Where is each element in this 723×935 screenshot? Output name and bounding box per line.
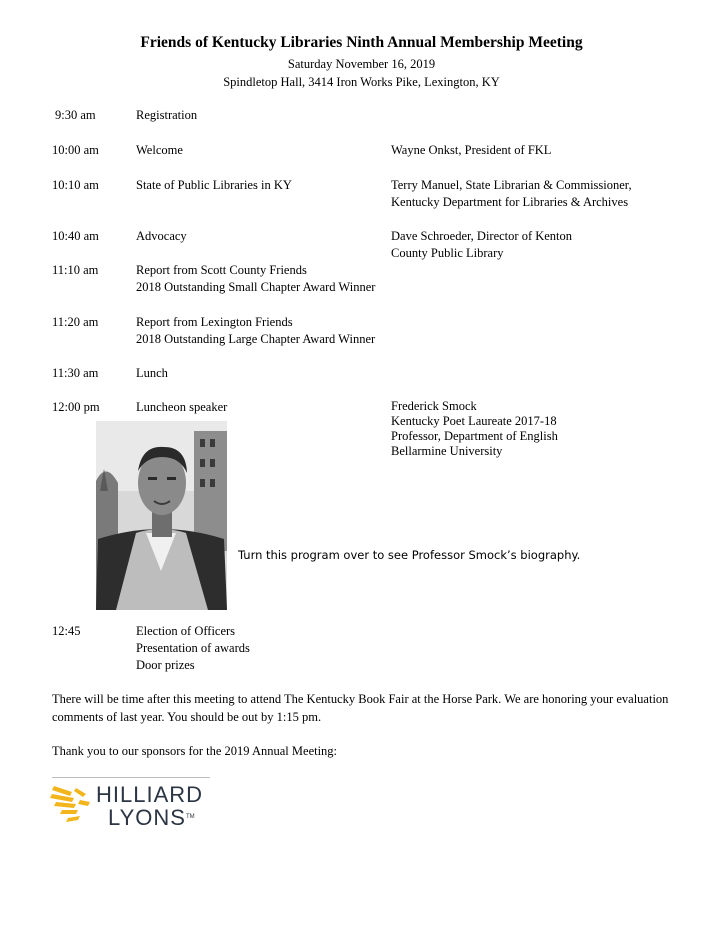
agenda-item: Election of Officers	[136, 624, 236, 638]
agenda-speaker: Dave Schroeder, Director of Kenton	[391, 229, 573, 243]
logo-line1: HILLIARD	[96, 782, 204, 807]
logo-mark-icon	[50, 786, 90, 822]
agenda-item: Door prizes	[136, 658, 195, 672]
agenda-time: 10:40 am	[52, 229, 99, 243]
agenda-speaker: Professor, Department of English	[391, 429, 558, 443]
agenda-item: Advocacy	[136, 229, 187, 243]
agenda-time: 11:10 am	[52, 263, 99, 277]
divider	[52, 777, 210, 778]
closing-paragraph: There will be time after this meeting to attend The Kentucky Book Fair at the Horse Park. We are honoring your evaluation comments of last year. You should be out by 1:15 pm.	[52, 692, 669, 724]
agenda-item: Lunch	[136, 366, 168, 380]
logo-trademark: TM	[186, 814, 195, 820]
agenda-speaker: Terry Manuel, State Librarian & Commissioner,	[391, 178, 632, 192]
agenda-item: Presentation of awards	[136, 641, 250, 655]
biography-note: Turn this program over to see Professor Smock’s biography.	[238, 548, 581, 562]
sponsor-thanks: Thank you to our sponsors for the 2019 Annual Meeting:	[52, 744, 338, 758]
agenda-speaker: Wayne Onkst, President of FKL	[391, 143, 552, 157]
agenda-item: Report from Scott County Friends	[136, 263, 307, 277]
agenda-item: 2018 Outstanding Small Chapter Award Winner	[136, 280, 376, 294]
agenda-item: Registration	[136, 108, 198, 122]
meeting-date: Saturday November 16, 2019	[287, 57, 436, 71]
agenda-speaker: County Public Library	[391, 246, 504, 260]
agenda-speaker: Kentucky Poet Laureate 2017-18	[391, 414, 557, 428]
agenda-time: 12:45	[52, 624, 81, 638]
agenda-time: 9:30 am	[55, 108, 96, 122]
agenda-speaker: Kentucky Department for Libraries & Archives	[391, 195, 629, 209]
agenda-speaker: Bellarmine University	[391, 444, 503, 458]
agenda-item: 2018 Outstanding Large Chapter Award Winner	[136, 332, 376, 346]
agenda-item: State of Public Libraries in KY	[136, 178, 292, 192]
agenda-item: Luncheon speaker	[136, 400, 228, 414]
speaker-photo	[96, 421, 227, 610]
agenda-time: 10:10 am	[52, 178, 99, 192]
page-title: Friends of Kentucky Libraries Ninth Annual Membership Meeting	[140, 34, 583, 51]
agenda-time: 10:00 am	[52, 143, 99, 157]
hilliard-lyons-logo	[50, 780, 210, 828]
agenda-item: Report from Lexington Friends	[136, 315, 293, 329]
agenda-time: 11:20 am	[52, 315, 99, 329]
logo-line2: LYONS	[108, 805, 186, 828]
agenda-time: 11:30 am	[52, 366, 99, 380]
agenda-time: 12:00 pm	[52, 400, 100, 414]
agenda-item: Welcome	[136, 143, 183, 157]
meeting-location: Spindletop Hall, 3414 Iron Works Pike, Lexington, KY	[223, 75, 500, 89]
agenda-speaker: Frederick Smock	[391, 399, 477, 413]
